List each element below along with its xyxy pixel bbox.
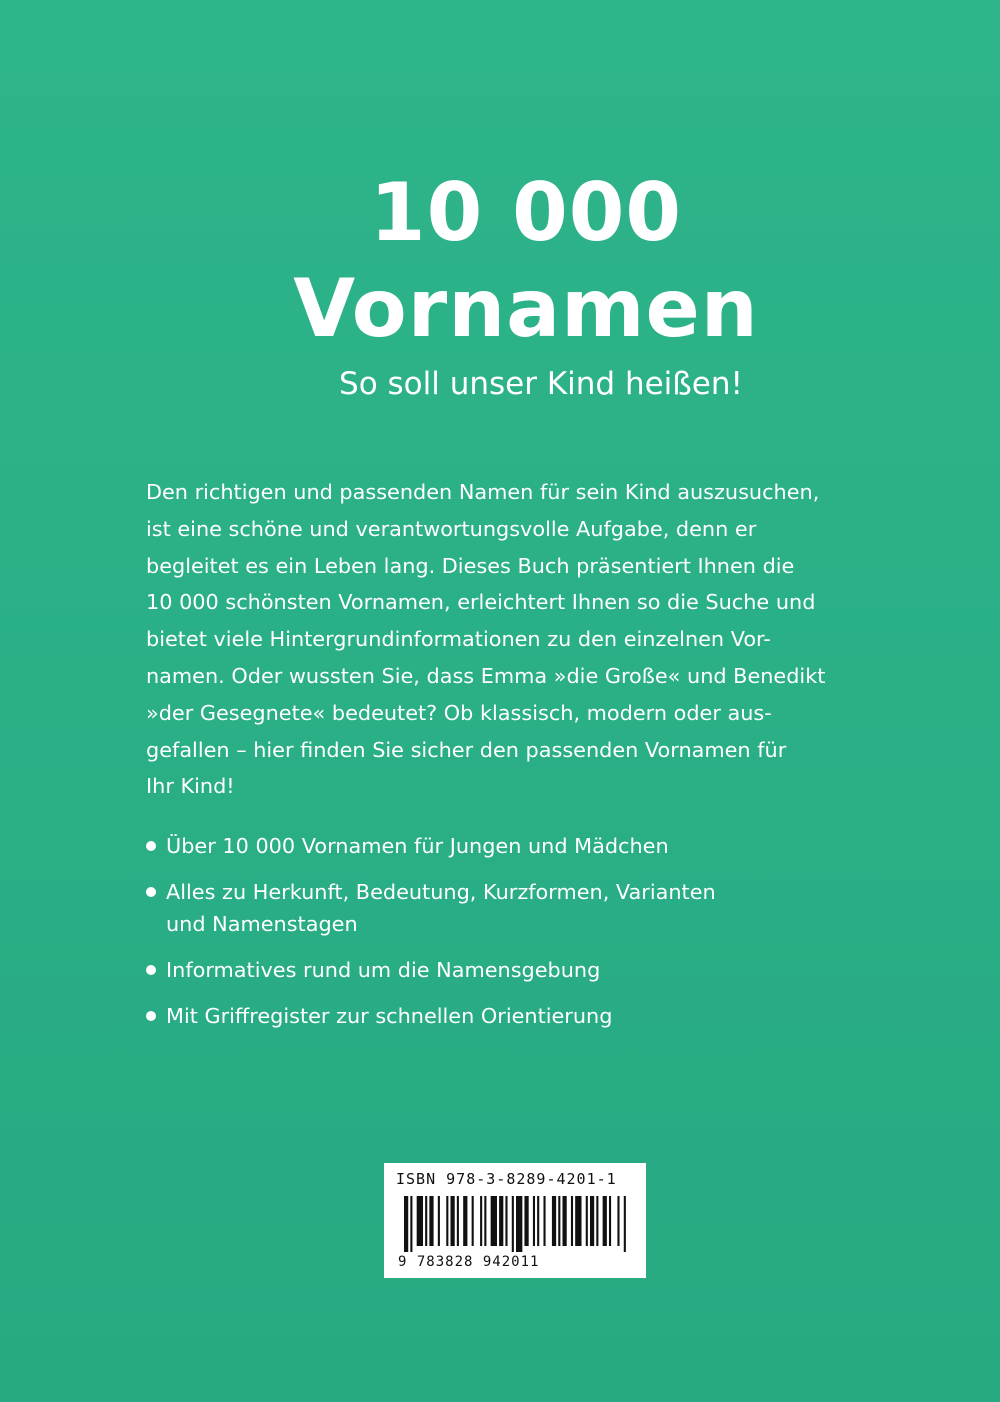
barcode-bar <box>429 1196 433 1246</box>
feature-item <box>146 830 866 862</box>
description-line: namen. Oder wussten Sie, dass Emma »die Große« und Benedikt <box>146 663 826 688</box>
description-paragraph <box>146 474 866 805</box>
isbn-label: ISBN 978-3-8289-4201-1 <box>396 1170 617 1188</box>
barcode-bar <box>446 1196 448 1246</box>
feature-list <box>146 830 866 1046</box>
feature-item <box>146 876 866 940</box>
feature-text: und Namenstagen <box>166 912 358 936</box>
barcode-bar <box>617 1196 619 1246</box>
feature-text: Mit Griffregister zur schnellen Orientierung <box>166 1004 613 1028</box>
barcode-bar <box>609 1196 611 1246</box>
barcode-icon <box>404 1196 628 1252</box>
barcode-bar <box>410 1196 412 1252</box>
barcode-bar <box>512 1196 514 1252</box>
barcode-bar <box>450 1196 454 1246</box>
barcode-bar <box>537 1196 539 1246</box>
book-title <box>0 165 1000 357</box>
title-line-number: 10 000 <box>369 166 683 259</box>
barcode-bar <box>516 1196 522 1252</box>
barcode-bar <box>562 1196 566 1246</box>
description-line: bietet viele Hintergrundinformationen zu den einzelnen Vor- <box>146 627 771 652</box>
barcode-bar <box>586 1196 588 1246</box>
barcode-bar <box>417 1196 423 1246</box>
barcode-bar <box>472 1196 474 1246</box>
description-line: 10 000 schönsten Vornamen, erleichtert Ihnen so die Suche und <box>146 590 816 615</box>
barcode-bar <box>558 1196 560 1246</box>
feature-item <box>146 1000 866 1032</box>
barcode-bar <box>480 1196 482 1246</box>
book-subtitle: So soll unser Kind heißen! <box>339 366 743 402</box>
barcode-bar <box>575 1196 581 1246</box>
barcode-bar <box>457 1196 459 1246</box>
barcode-bar <box>624 1196 626 1252</box>
barcode-bar <box>491 1196 497 1246</box>
feature-text: Alles zu Herkunft, Bedeutung, Kurzformen, Varianten <box>166 880 716 904</box>
barcode-bar <box>603 1196 607 1246</box>
description-line: gefallen – hier finden Sie sicher den passenden Vornamen für <box>146 737 787 762</box>
feature-text: Über 10 000 Vornamen für Jungen und Mädchen <box>166 834 669 858</box>
barcode-bar <box>404 1196 408 1252</box>
description-line: Den richtigen und passenden Namen für sein Kind auszusuchen, <box>146 480 820 504</box>
barcode-digits: 9 783828 942011 <box>398 1254 540 1270</box>
barcode-bar <box>543 1196 545 1246</box>
barcode-bar <box>571 1196 573 1246</box>
title-line-word: Vornamen <box>293 262 759 355</box>
barcode-bar <box>438 1196 440 1246</box>
barcode-bar <box>463 1196 467 1246</box>
isbn-barcode-box <box>384 1163 646 1278</box>
barcode-bar <box>499 1196 503 1246</box>
description-line: Ihr Kind! <box>146 774 235 799</box>
description-line: begleitet es ein Leben lang. Dieses Buch präsentiert Ihnen die <box>146 553 795 578</box>
description-line: ist eine schöne und verantwortungsvolle Aufgabe, denn er <box>146 516 757 541</box>
feature-text: Informatives rund um die Namensgebung <box>166 958 601 982</box>
barcode-bar <box>484 1196 486 1246</box>
barcode-bar <box>524 1196 528 1246</box>
barcode-bar <box>590 1196 594 1246</box>
feature-item <box>146 954 866 986</box>
barcode-bar <box>505 1196 507 1246</box>
description-line: »der Gesegnete« bedeutet? Ob klassisch, modern oder aus- <box>146 700 772 725</box>
barcode-bar <box>425 1196 427 1246</box>
barcode-bar <box>552 1196 556 1246</box>
barcode-bar <box>533 1196 535 1246</box>
barcode-bar <box>596 1196 598 1246</box>
